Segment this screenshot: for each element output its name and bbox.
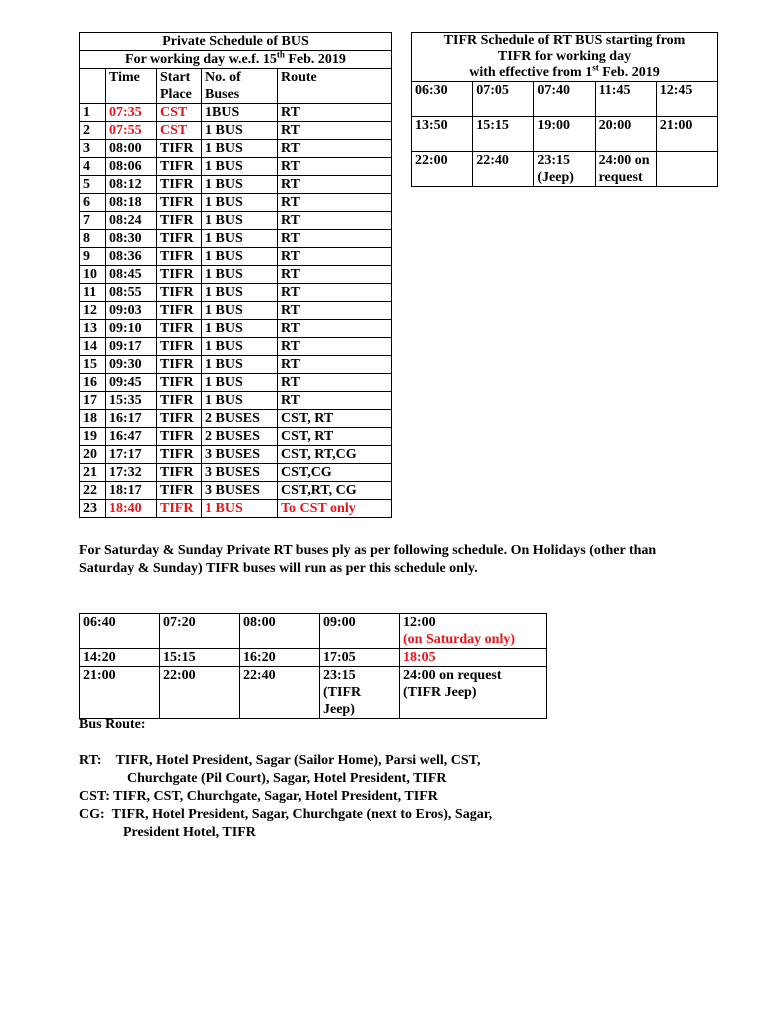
row-start-place: TIFR: [157, 482, 202, 500]
route-rt-line1: TIFR, Hotel President, Sagar (Sailor Home), Parsi well, CST,: [115, 753, 481, 768]
weekend-schedule-table: [79, 613, 547, 719]
jeep-note: (TIFR Jeep): [403, 685, 477, 700]
tifr-cell: 21:00: [656, 117, 717, 152]
tifr-row: [412, 152, 718, 187]
weekend-cell: 07:20: [160, 614, 240, 649]
row-route: RT: [278, 302, 392, 320]
header-time-label: Time: [109, 70, 140, 85]
row-number: 8: [80, 230, 106, 248]
weekend-cell-time: 24:00 on request: [403, 668, 502, 683]
row-buses: 1 BUS: [202, 302, 278, 320]
row-number: 18: [80, 410, 106, 428]
schedule-row: [80, 482, 392, 500]
row-start-place: TIFR: [157, 284, 202, 302]
route-cg-label: CG:: [79, 807, 105, 822]
bus-route-title: Bus Route:: [79, 717, 146, 732]
header-buses-line2: Buses: [205, 87, 240, 102]
row-number: 20: [80, 446, 106, 464]
private-schedule-title: Private Schedule of BUS: [80, 33, 392, 51]
row-route: CST, RT: [278, 428, 392, 446]
row-number: 15: [80, 356, 106, 374]
bus-route-section: [79, 716, 679, 842]
row-time: 08:12: [106, 176, 157, 194]
row-time: 08:00: [106, 140, 157, 158]
schedule-row: [80, 446, 392, 464]
schedule-row: [80, 410, 392, 428]
tifr-cell: 11:45: [595, 82, 656, 117]
row-start-place: TIFR: [157, 140, 202, 158]
row-number: 19: [80, 428, 106, 446]
row-buses: 1 BUS: [202, 194, 278, 212]
schedule-row: [80, 176, 392, 194]
weekend-row: [80, 614, 547, 649]
row-route: RT: [278, 248, 392, 266]
weekend-cell-time: 23:15: [323, 668, 356, 683]
tifr-cell: 15:15: [473, 117, 534, 152]
row-start-place: CST: [157, 122, 202, 140]
row-route: RT: [278, 266, 392, 284]
row-number: 10: [80, 266, 106, 284]
row-buses: 1 BUS: [202, 500, 278, 518]
header-start-line2: Place: [160, 87, 192, 102]
schedule-row: [80, 392, 392, 410]
row-time: 17:17: [106, 446, 157, 464]
tifr-title-line3: with effective from 1: [469, 65, 593, 80]
row-start-place: TIFR: [157, 230, 202, 248]
private-schedule-table: [79, 32, 392, 518]
row-number: 22: [80, 482, 106, 500]
weekend-cell: 15:15: [160, 649, 240, 667]
weekend-cell-highlight: 18:05: [400, 649, 547, 667]
row-time: 18:17: [106, 482, 157, 500]
schedule-row: [80, 194, 392, 212]
row-route: CST, RT: [278, 410, 392, 428]
row-time: 08:06: [106, 158, 157, 176]
row-number: 21: [80, 464, 106, 482]
row-route: RT: [278, 392, 392, 410]
row-buses: 1 BUS: [202, 140, 278, 158]
route-rt-label: RT:: [79, 753, 102, 768]
route-cst-line: TIFR, CST, Churchgate, Sagar, Hotel President, TIFR: [113, 789, 438, 804]
row-route: RT: [278, 284, 392, 302]
row-number: 9: [80, 248, 106, 266]
row-buses: 1 BUS: [202, 176, 278, 194]
row-start-place: TIFR: [157, 446, 202, 464]
subtitle-suffix: Feb. 2019: [284, 52, 346, 67]
row-number: 2: [80, 122, 106, 140]
row-route: RT: [278, 356, 392, 374]
row-buses: 3 BUSES: [202, 446, 278, 464]
tifr-schedule-table: [411, 32, 718, 187]
tifr-row: [412, 117, 718, 152]
row-number: 14: [80, 338, 106, 356]
route-cg: [79, 806, 679, 824]
row-number: 5: [80, 176, 106, 194]
route-cg-cont: President Hotel, TIFR: [123, 825, 256, 840]
row-number: 16: [80, 374, 106, 392]
row-time: 18:40: [106, 500, 157, 518]
private-schedule-subtitle: [80, 51, 392, 69]
schedule-row: [80, 302, 392, 320]
schedule-row: [80, 230, 392, 248]
weekend-cell: 08:00: [240, 614, 320, 649]
header-num: [80, 69, 106, 104]
row-buses: 1BUS: [202, 104, 278, 122]
row-time: 08:45: [106, 266, 157, 284]
route-cst: [79, 788, 679, 806]
tifr-cell: 07:40: [534, 82, 595, 117]
row-time: 07:35: [106, 104, 157, 122]
row-buses: 1 BUS: [202, 284, 278, 302]
schedule-row: [80, 284, 392, 302]
row-buses: 1 BUS: [202, 338, 278, 356]
row-route: RT: [278, 122, 392, 140]
row-start-place: TIFR: [157, 176, 202, 194]
row-time: 17:32: [106, 464, 157, 482]
schedule-row: [80, 464, 392, 482]
weekend-cell: 06:40: [80, 614, 160, 649]
row-number: 7: [80, 212, 106, 230]
row-start-place: TIFR: [157, 392, 202, 410]
row-start-place: TIFR: [157, 356, 202, 374]
schedule-row: [80, 248, 392, 266]
row-route: CST,RT, CG: [278, 482, 392, 500]
schedule-row: [80, 338, 392, 356]
row-route: CST, RT,CG: [278, 446, 392, 464]
jeep-note: (TIFR Jeep): [323, 685, 362, 717]
row-time: 09:17: [106, 338, 157, 356]
tifr-title-line2: TIFR for working day: [497, 49, 632, 64]
route-cg-line1: TIFR, Hotel President, Sagar, Churchgate (next to Eros), Sagar,: [111, 807, 493, 822]
row-route: RT: [278, 338, 392, 356]
row-start-place: TIFR: [157, 302, 202, 320]
tifr-cell: 22:40: [473, 152, 534, 187]
row-number: 23: [80, 500, 106, 518]
tifr-title-suffix: Feb. 2019: [598, 65, 660, 80]
tifr-cell: 20:00: [595, 117, 656, 152]
weekend-cell: [400, 667, 547, 719]
row-buses: 1 BUS: [202, 320, 278, 338]
row-route: To CST only: [278, 500, 392, 518]
row-start-place: TIFR: [157, 266, 202, 284]
row-route: RT: [278, 230, 392, 248]
route-rt-cont: Churchgate (Pil Court), Sagar, Hotel President, TIFR: [127, 771, 447, 786]
row-start-place: TIFR: [157, 212, 202, 230]
tifr-cell: 12:45: [656, 82, 717, 117]
route-rt: [79, 752, 679, 770]
row-buses: 1 BUS: [202, 356, 278, 374]
subtitle-text: For working day w.e.f. 15: [125, 52, 277, 67]
row-start-place: TIFR: [157, 320, 202, 338]
tifr-row: [412, 82, 718, 117]
row-buses: 1 BUS: [202, 392, 278, 410]
row-route: RT: [278, 374, 392, 392]
row-route: RT: [278, 320, 392, 338]
row-buses: 3 BUSES: [202, 464, 278, 482]
row-buses: 1 BUS: [202, 158, 278, 176]
tifr-cell: 22:00: [412, 152, 473, 187]
weekend-cell: [320, 667, 400, 719]
row-buses: 2 BUSES: [202, 428, 278, 446]
tifr-cell: 13:50: [412, 117, 473, 152]
weekend-note: For Saturday & Sunday Private RT buses ply as per following schedule. On Holidays (other than Saturday & Sunday) TIFR buses will run as per this schedule only.: [79, 543, 657, 576]
header-buses-line1: No. of: [205, 70, 241, 85]
row-buses: 1 BUS: [202, 266, 278, 284]
schedule-row: [80, 122, 392, 140]
row-time: 07:55: [106, 122, 157, 140]
row-time: 08:36: [106, 248, 157, 266]
row-time: 15:35: [106, 392, 157, 410]
row-time: 16:47: [106, 428, 157, 446]
row-buses: 2 BUSES: [202, 410, 278, 428]
row-time: 08:24: [106, 212, 157, 230]
row-buses: 1 BUS: [202, 122, 278, 140]
header-route-label: Route: [281, 70, 317, 85]
schedule-row: [80, 104, 392, 122]
row-start-place: TIFR: [157, 410, 202, 428]
row-start-place: TIFR: [157, 500, 202, 518]
row-buses: 1 BUS: [202, 212, 278, 230]
row-start-place: TIFR: [157, 158, 202, 176]
private-schedule-header: [80, 69, 392, 104]
header-time: [106, 69, 157, 104]
row-buses: 1 BUS: [202, 374, 278, 392]
row-number: 1: [80, 104, 106, 122]
tifr-cell: 06:30: [412, 82, 473, 117]
schedule-row: [80, 500, 392, 518]
row-route: RT: [278, 140, 392, 158]
tifr-cell: 23:15 (Jeep): [534, 152, 595, 187]
row-time: 16:17: [106, 410, 157, 428]
schedule-row: [80, 266, 392, 284]
weekend-cell: 22:40: [240, 667, 320, 719]
row-time: 09:30: [106, 356, 157, 374]
weekend-cell: 22:00: [160, 667, 240, 719]
row-route: RT: [278, 194, 392, 212]
row-route: RT: [278, 158, 392, 176]
row-start-place: TIFR: [157, 194, 202, 212]
weekend-row: [80, 649, 547, 667]
row-number: 4: [80, 158, 106, 176]
row-time: 09:10: [106, 320, 157, 338]
tifr-title-line1: TIFR Schedule of RT BUS starting from: [443, 33, 686, 48]
row-route: RT: [278, 212, 392, 230]
row-number: 11: [80, 284, 106, 302]
saturday-only-note: (on Saturday only): [403, 632, 516, 647]
weekend-cell: [400, 614, 547, 649]
row-number: 6: [80, 194, 106, 212]
row-start-place: TIFR: [157, 428, 202, 446]
schedule-row: [80, 320, 392, 338]
row-time: 09:03: [106, 302, 157, 320]
row-time: 08:18: [106, 194, 157, 212]
row-number: 3: [80, 140, 106, 158]
header-start-place: [157, 69, 202, 104]
weekend-cell: 09:00: [320, 614, 400, 649]
weekend-cell: 16:20: [240, 649, 320, 667]
weekend-cell: 17:05: [320, 649, 400, 667]
row-time: 09:45: [106, 374, 157, 392]
tifr-cell: 07:05: [473, 82, 534, 117]
row-number: 17: [80, 392, 106, 410]
row-start-place: CST: [157, 104, 202, 122]
row-route: RT: [278, 176, 392, 194]
row-buses: 1 BUS: [202, 248, 278, 266]
row-route: CST,CG: [278, 464, 392, 482]
tifr-schedule-title: [412, 33, 718, 82]
tifr-cell: 24:00 on request: [595, 152, 656, 187]
header-buses: [202, 69, 278, 104]
row-route: RT: [278, 104, 392, 122]
tifr-cell: [656, 152, 717, 187]
schedule-row: [80, 158, 392, 176]
row-start-place: TIFR: [157, 248, 202, 266]
schedule-row: [80, 374, 392, 392]
header-start-line1: Start: [160, 70, 191, 85]
row-time: 08:55: [106, 284, 157, 302]
schedule-row: [80, 428, 392, 446]
weekend-cell: 21:00: [80, 667, 160, 719]
weekend-cell-time: 12:00: [403, 615, 436, 630]
row-buses: 3 BUSES: [202, 482, 278, 500]
schedule-row: [80, 140, 392, 158]
tifr-cell: 19:00: [534, 117, 595, 152]
row-start-place: TIFR: [157, 374, 202, 392]
row-start-place: TIFR: [157, 338, 202, 356]
tifr-title-sup: st: [592, 62, 599, 73]
row-time: 08:30: [106, 230, 157, 248]
subtitle-sup: th: [276, 49, 285, 60]
weekend-row: [80, 667, 547, 719]
route-cst-label: CST:: [79, 789, 110, 804]
schedule-row: [80, 212, 392, 230]
schedule-row: [80, 356, 392, 374]
row-buses: 1 BUS: [202, 230, 278, 248]
weekend-cell: 14:20: [80, 649, 160, 667]
row-number: 13: [80, 320, 106, 338]
header-route: [278, 69, 392, 104]
row-start-place: TIFR: [157, 464, 202, 482]
private-schedule-rows: [80, 104, 392, 518]
row-number: 12: [80, 302, 106, 320]
